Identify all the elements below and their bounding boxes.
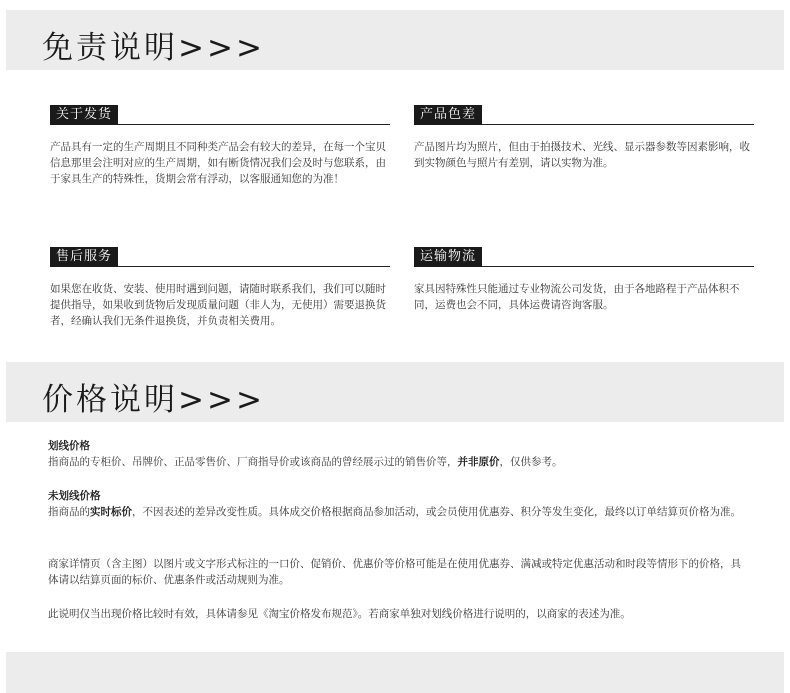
aftersales-heading-row xyxy=(50,246,390,267)
no-strike-price-bold: 实时标价 xyxy=(90,506,132,518)
logistics-heading-row xyxy=(414,246,754,267)
strike-price-heading: 划线价格 xyxy=(48,440,90,452)
disclaimer-title: 免责说明>>> xyxy=(42,30,265,66)
pricing-banner xyxy=(6,362,784,422)
footer-banner xyxy=(6,652,784,693)
color-heading: 产品色差 xyxy=(414,105,482,125)
aftersales-section xyxy=(50,246,390,329)
note-section xyxy=(48,606,748,622)
disclaimer-banner xyxy=(6,10,784,70)
aftersales-text: 如果您在收货、安装、使用时遇到问题，请随时联系我们，我们可以随时提供指导，如果收到货物后发现质量问题（非人为，无使用）需要退换货者，经确认我们无条件退换货，并负责相关费用。 xyxy=(50,283,386,327)
shipping-text: 产品具有一定的生产周期且不同种类产品会有较大的差异，在每一个宝贝信息那里会注明对应的生产周期，如有断货情况我们会及时与您联系，由于家具生产的特殊性，货期会常有浮动，以客服通知您的为准！ xyxy=(50,141,386,185)
color-text: 产品图片均为照片，但由于拍摄技术、光线、显示器参数等因素影响，收到实物颜色与照片有差别，请以实物为准。 xyxy=(414,141,750,169)
detail-page-section xyxy=(48,556,748,588)
logistics-heading: 运输物流 xyxy=(414,247,482,267)
strike-price-text: 指商品的专柜价、吊牌价、正品零售价、厂商指导价或该商品的曾经展示过的销售价等，并非原价，仅供参考。 xyxy=(48,456,563,468)
logistics-text: 家具因特殊性只能通过专业物流公司发货，由于各地路程于产品体积不同，运费也会不同，具体运费请咨询客服。 xyxy=(414,283,740,311)
shipping-heading: 关于发货 xyxy=(50,105,118,125)
detail-page-text: 商家详情页（含主图）以图片或文字形式标注的一口价、促销价、优惠价等价格可能是在使用优惠券、满减或特定优惠活动和时段等情形下的价格，具体请以结算页面的标价、优惠条件或活动规则为准。 xyxy=(48,558,741,586)
strike-price-bold: 并非原价 xyxy=(457,456,500,468)
color-section xyxy=(414,104,754,171)
shipping-heading-row xyxy=(50,104,390,125)
aftersales-heading: 售后服务 xyxy=(50,247,118,267)
note-text: 此说明仅当出现价格比较时有效，具体请参见《淘宝价格发布规范》。若商家单独对划线价格进行说明的，以商家的表述为准。 xyxy=(48,608,631,620)
shipping-section xyxy=(50,104,390,187)
no-strike-price-section xyxy=(48,488,748,520)
color-heading-row xyxy=(414,104,754,125)
pricing-title: 价格说明>>> xyxy=(42,382,265,418)
strike-price-section xyxy=(48,438,748,470)
logistics-section xyxy=(414,246,754,313)
no-strike-price-text: 指商品的实时标价，不因表述的差异改变性质。具体成交价格根据商品参加活动，或会员使用优惠券、积分等发生变化，最终以订单结算页价格为准。 xyxy=(48,506,741,518)
no-strike-price-heading: 未划线价格 xyxy=(48,490,101,502)
